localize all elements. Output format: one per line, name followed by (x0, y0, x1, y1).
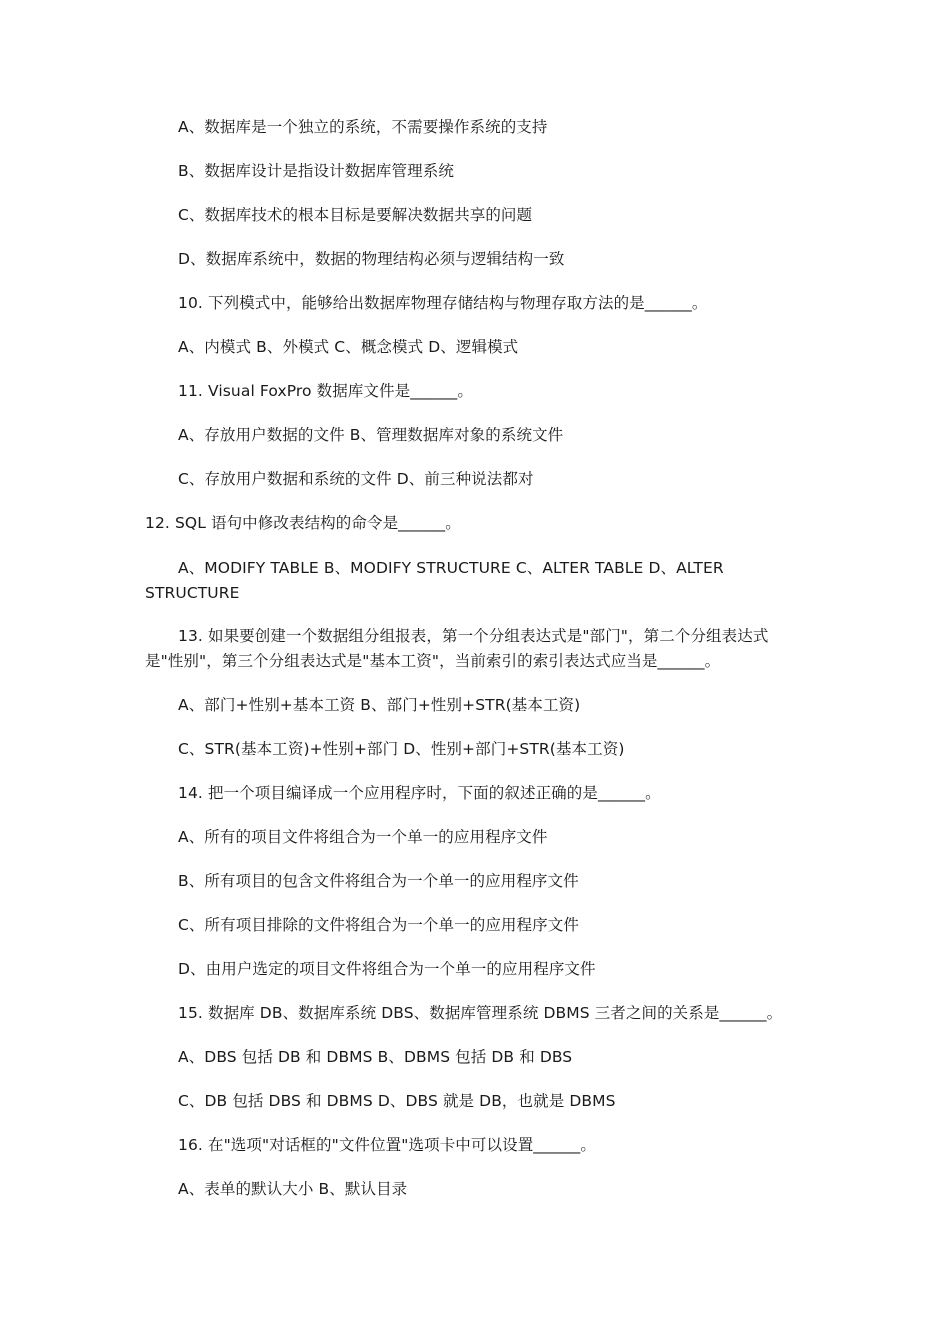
question-12: 12. SQL 语句中修改表结构的命令是______。 (145, 514, 461, 532)
options-12-cont: STRUCTURE (145, 584, 240, 602)
option-9d: D、数据库系统中，数据的物理结构必须与逻辑结构一致 (178, 250, 565, 268)
options-12: A、MODIFY TABLE B、MODIFY STRUCTURE C、ALTER TABLE D、ALTER (178, 559, 724, 577)
question-10: 10. 下列模式中，能够给出数据库物理存储结构与物理存取方法的是______。 (178, 294, 708, 312)
option-14c: C、所有项目排除的文件将组合为一个单一的应用程序文件 (178, 916, 579, 934)
options-13-ab: A、部门+性别+基本工资 B、部门+性别+STR(基本工资) (178, 696, 581, 714)
option-9c: C、数据库技术的根本目标是要解决数据共享的问题 (178, 206, 533, 224)
question-13-line2: 是"性别"，第三个分组表达式是"基本工资"，当前索引的索引表达式应当是______。 (145, 652, 721, 670)
question-11: 11. Visual FoxPro 数据库文件是______。 (178, 382, 473, 400)
options-15-cd: C、DB 包括 DBS 和 DBMS D、DBS 就是 DB，也就是 DBMS (178, 1092, 616, 1110)
options-16-ab: A、表单的默认大小 B、默认目录 (178, 1180, 408, 1198)
question-15: 15. 数据库 DB、数据库系统 DBS、数据库管理系统 DBMS 三者之间的关系是______。 (178, 1004, 783, 1022)
options-15-ab: A、DBS 包括 DB 和 DBMS B、DBMS 包括 DB 和 DBS (178, 1048, 573, 1066)
question-16: 16. 在"选项"对话框的"文件位置"选项卡中可以设置______。 (178, 1136, 596, 1154)
option-9a: A、数据库是一个独立的系统，不需要操作系统的支持 (178, 118, 548, 136)
options-11-cd: C、存放用户数据和系统的文件 D、前三种说法都对 (178, 470, 534, 488)
option-14b: B、所有项目的包含文件将组合为一个单一的应用程序文件 (178, 872, 579, 890)
question-14: 14. 把一个项目编译成一个应用程序时，下面的叙述正确的是______。 (178, 784, 661, 802)
option-14a: A、所有的项目文件将组合为一个单一的应用程序文件 (178, 828, 548, 846)
question-13-line1: 13. 如果要创建一个数据组分组报表，第一个分组表达式是"部门"，第二个分组表达式 (178, 627, 769, 645)
options-13-cd: C、STR(基本工资)+性别+部门 D、性别+部门+STR(基本工资) (178, 740, 625, 758)
option-9b: B、数据库设计是指设计数据库管理系统 (178, 162, 454, 180)
options-10: A、内模式 B、外模式 C、概念模式 D、逻辑模式 (178, 338, 519, 356)
option-14d: D、由用户选定的项目文件将组合为一个单一的应用程序文件 (178, 960, 596, 978)
options-11-ab: A、存放用户数据的文件 B、管理数据库对象的系统文件 (178, 426, 564, 444)
